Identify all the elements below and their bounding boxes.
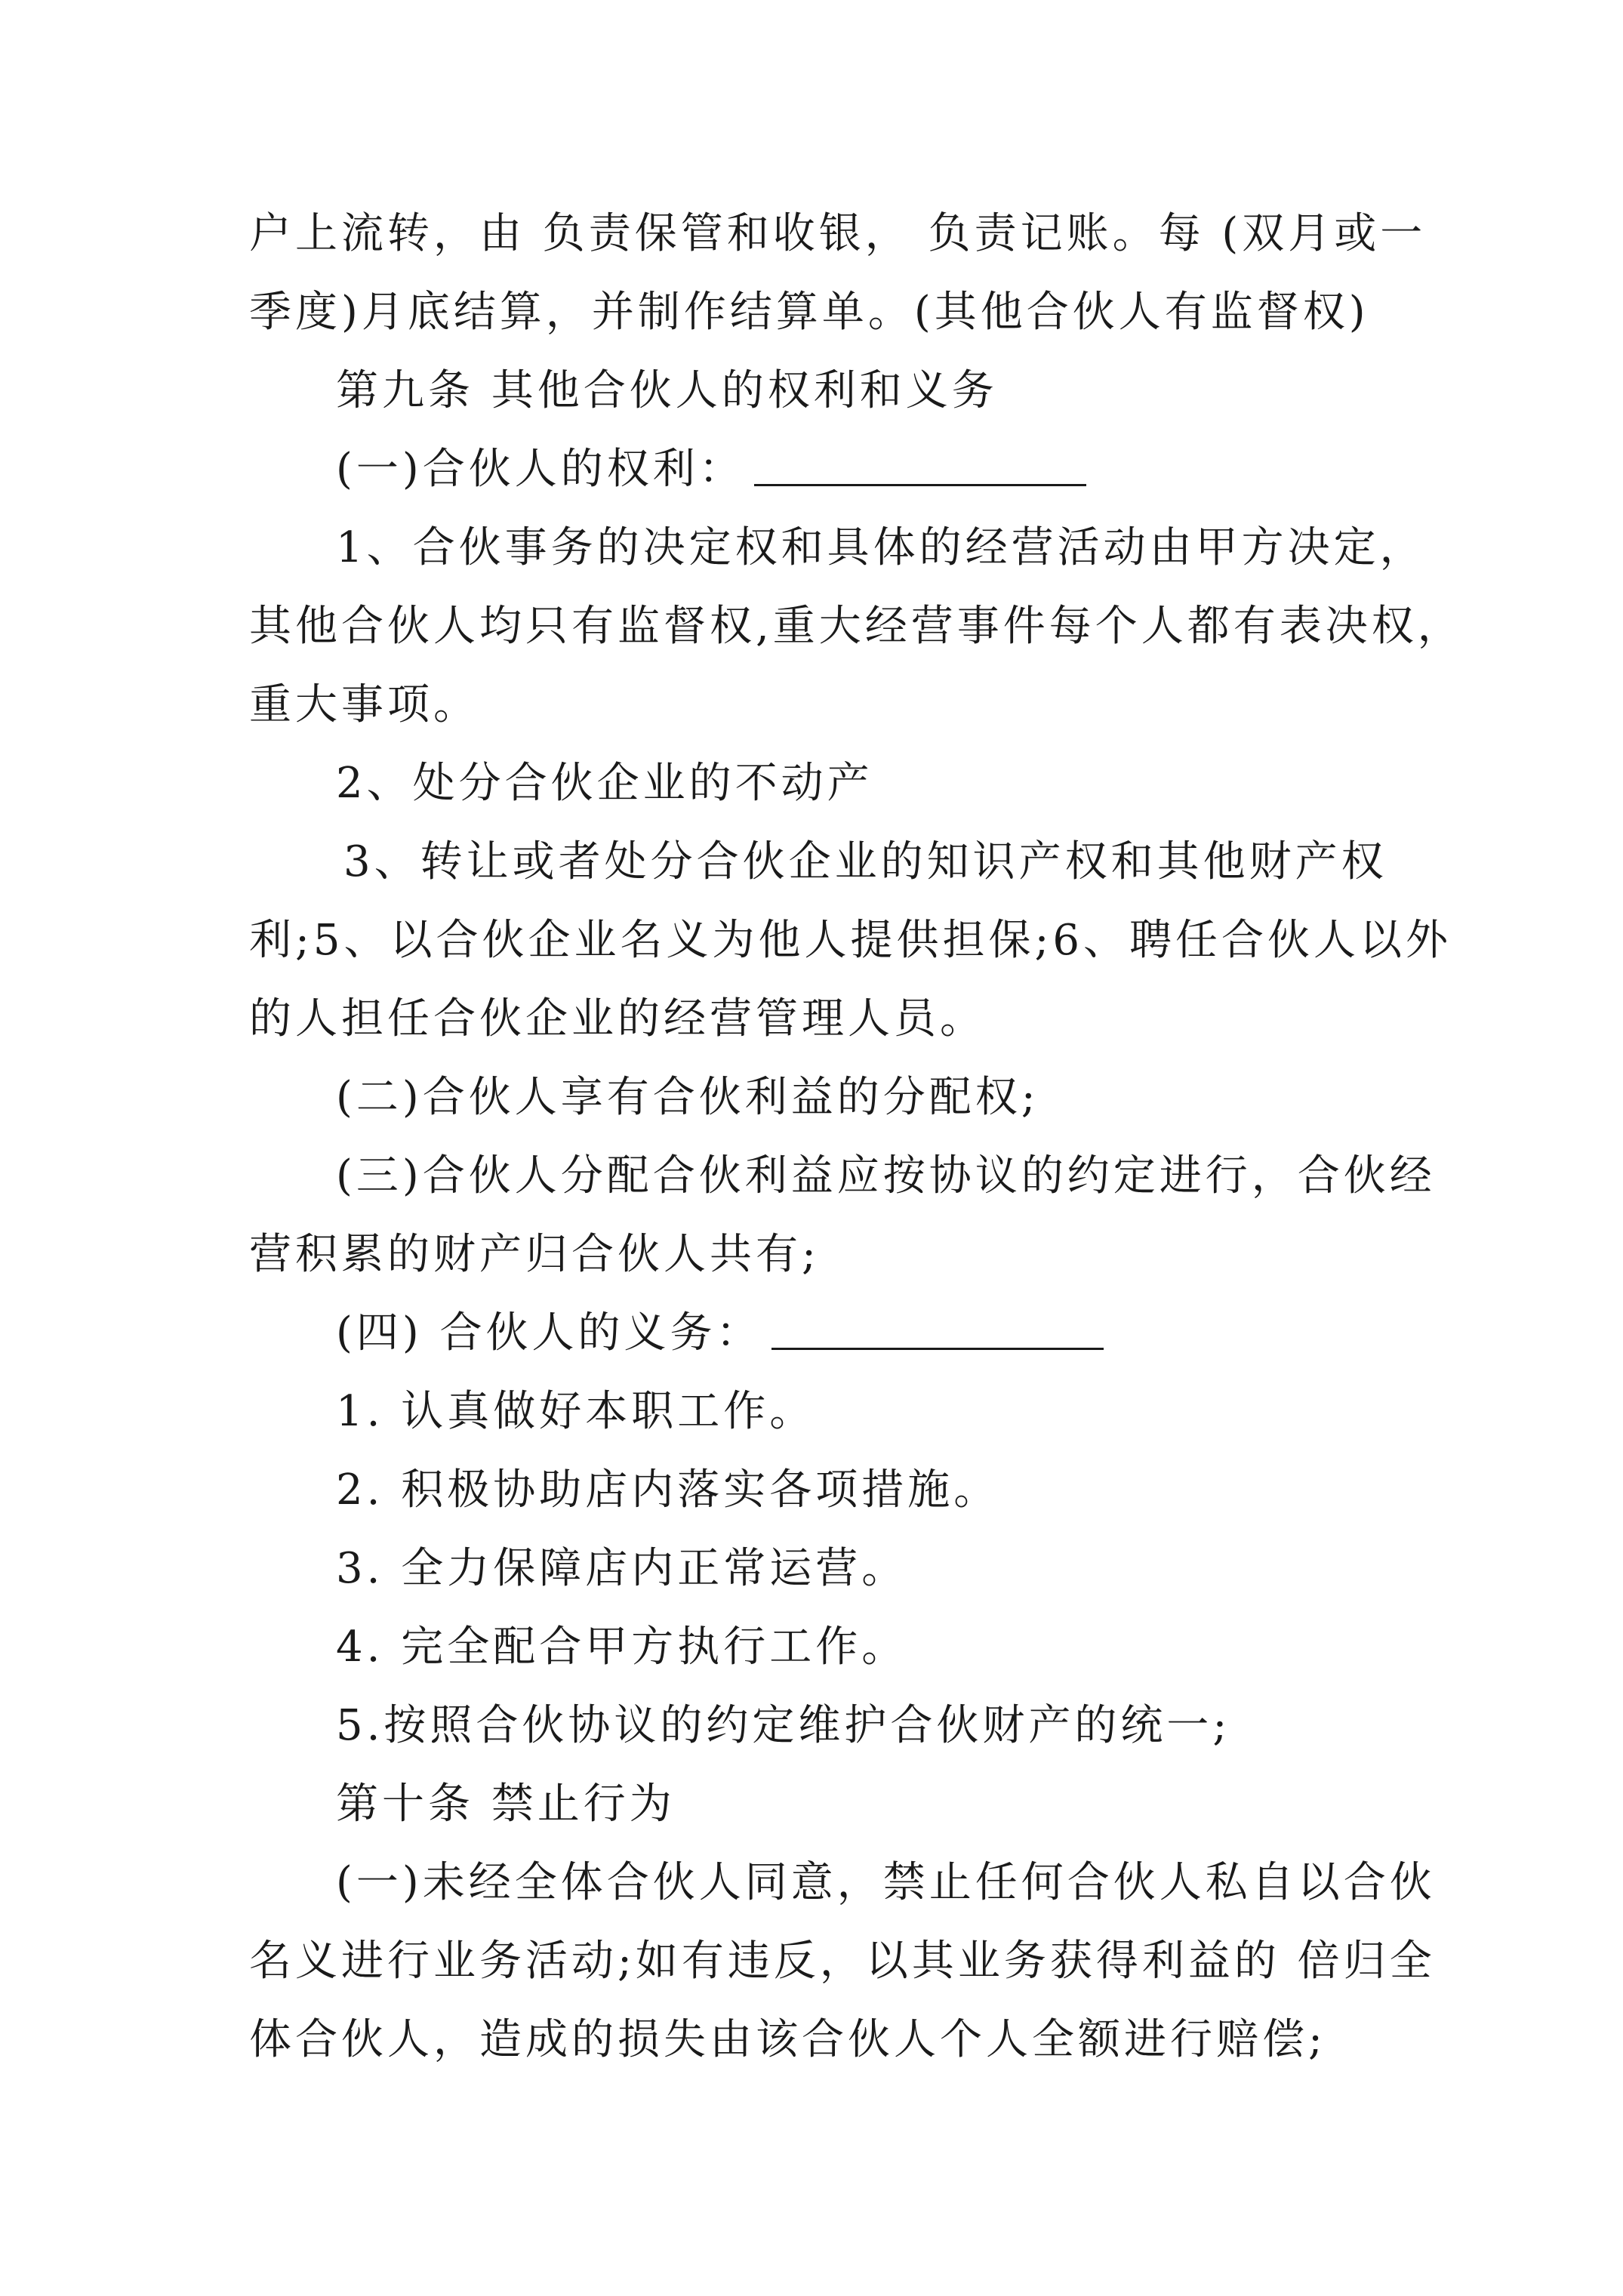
paragraph-line: 重大事项。 — [249, 680, 479, 729]
paragraph-line: 体合伙人，造成的损失由该合伙人个人全额进行赔偿; — [249, 2015, 1326, 2064]
paragraph-line: 名义进行业务活动;如有违反，以其业务获得利益的 倍归全 — [249, 1937, 1436, 1986]
rights-heading — [249, 430, 1389, 509]
duty-item: 2. 积极协助店内落实各项措施。 — [336, 1465, 1000, 1515]
paragraph-line: 利;5、以合伙企业名义为他人提供担保;6、聘任合伙人以外 — [249, 916, 1452, 965]
paragraph-line: 季度)月底结算，并制作结算单。(其他合伙人有监督权) — [249, 288, 1369, 337]
paragraph-line: 3、转让或者处分合伙企业的知识产权和其他财产权 — [343, 837, 1387, 886]
duties-blank-line — [771, 1302, 1104, 1350]
document-body — [249, 195, 1464, 2079]
paragraph-line: 1、合伙事务的决定权和具体的经营活动由甲方决定， — [336, 523, 1426, 572]
paragraph-line: 户上流转，由 负责保管和收银， 负责记账。每 (双月或一 — [249, 209, 1427, 258]
duty-item: 4. 完全配合甲方执行工作。 — [336, 1623, 908, 1672]
article-10-heading: 第十条 禁止行为 — [336, 1780, 676, 1829]
paragraph-line: 的人担任合伙企业的经营管理人员。 — [249, 994, 986, 1043]
paragraph-line: (一)未经全体合伙人同意，禁止任何合伙人私自以合伙 — [336, 1858, 1436, 1907]
paragraph-line: (二)合伙人享有合伙利益的分配权; — [336, 1073, 1039, 1122]
paragraph-line: 2、处分合伙企业的不动产 — [336, 759, 873, 808]
duty-item: 3. 全力保障店内正常运营。 — [336, 1544, 908, 1593]
duties-heading-text: (四) 合伙人的义务： — [336, 1308, 762, 1358]
paragraph-line: 其他合伙人均只有监督权,重大经营事件每个人都有表决权， — [249, 602, 1464, 651]
paragraph-line: (三)合伙人分配合伙利益应按协议的约定进行，合伙经 — [336, 1151, 1436, 1200]
duties-heading — [249, 1294, 1389, 1373]
rights-heading-text: (一)合伙人的权利： — [336, 445, 745, 494]
article-9-heading: 第九条 其他合伙人的权利和义务 — [336, 366, 998, 415]
duty-item: 1. 认真做好本职工作。 — [336, 1387, 816, 1436]
paragraph-line: 营积累的财产归合伙人共有; — [249, 1230, 820, 1279]
rights-blank-line — [754, 439, 1086, 486]
duty-item: 5.按照合伙协议的约定维护合伙财产的统一; — [336, 1701, 1231, 1750]
